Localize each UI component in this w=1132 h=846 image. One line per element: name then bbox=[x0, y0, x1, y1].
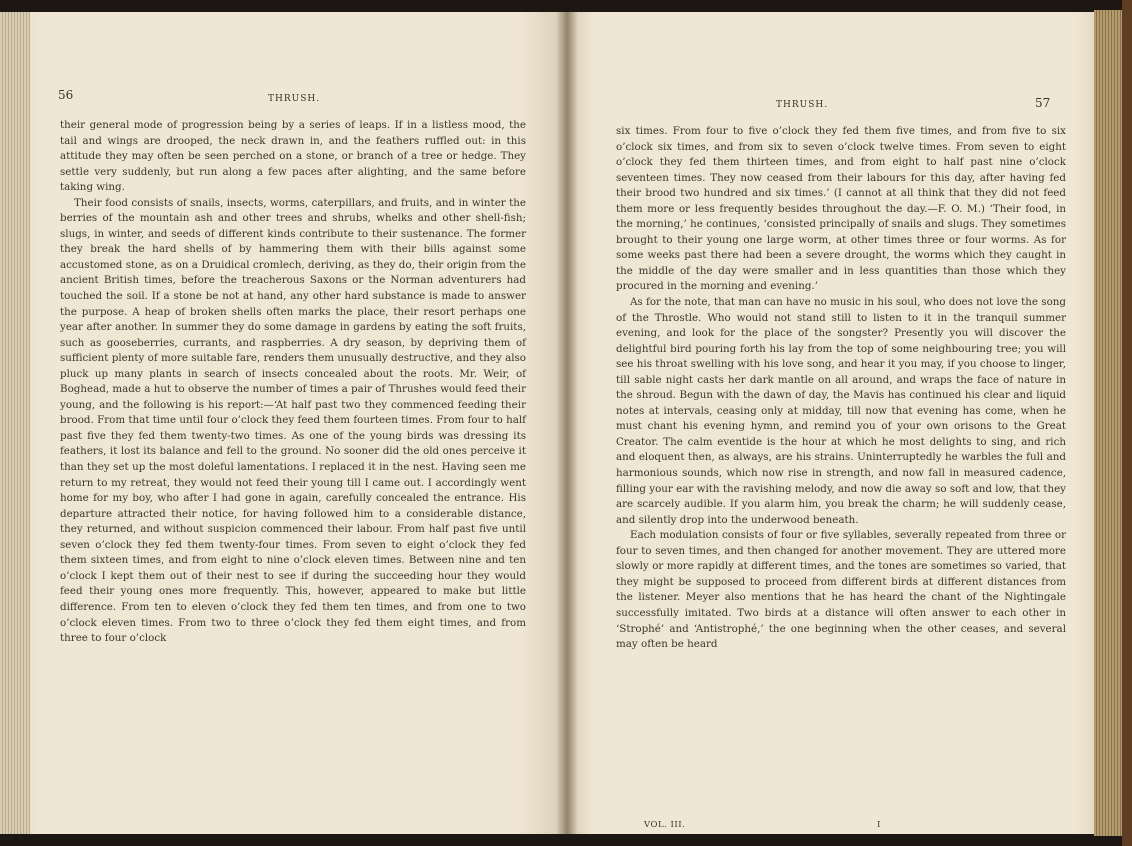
right-paragraph-2: As for the note, that man can have no music in his soul, who does not love the song of the Throstle. Who would not stand still to listen to it in the tranquil summer evening, and look for the place of the songster? Presently you will discover the delightful bird pouring forth his lay from the top of some neighbouring tree; you will see his throat swelling with his love song, and hear it you may, if you choose to linger, till sable night casts her dark mantle on all around, and wraps the face of nature in the shroud. Begun with the dawn of day, the Mavis has continued his clear and liquid notes at intervals, ceasing only at midday, till now that evening has come, when he must chant his evening hymn, and remind you of your own orisons to the Great Creator. The calm eventide is the hour at which he most delights to sing, and rich and eloquent then, as always, are his strains. Uninterruptedly he warbles the full and harmonious sounds, which now rise in strength, and now fall in measured cadence, filling your ear with the ravishing melody, and now die away so soft and low, that they are scarcely audible. If you alarm him, you break the charm; he will suddenly cease, and silently drop into the underwood beneath. bbox=[616, 296, 1066, 526]
gathering-signature: I bbox=[877, 820, 881, 830]
volume-signature: VOL. III. bbox=[644, 820, 686, 830]
right-page-body bbox=[616, 124, 1066, 653]
left-page-edges bbox=[0, 12, 30, 834]
right-page bbox=[566, 12, 1094, 834]
right-page-number: 57 bbox=[1035, 96, 1051, 110]
left-paragraph-2: Their food consists of snails, insects, worms, caterpillars, and fruits, and in winter the berries of the mountain ash and other trees and shrubs, whelks and other shell-fish; slugs, in winter, and seeds of different kinds contribute to their sustenance. The former they break the hard shells of by hammering them with their bills against some accustomed stone, as on a Druidical cromlech, deriving, as they do, their origin from the ancient British times, before the treacherous Saxons or the Norman adventurers had touched the soil. If a stone be not at hand, any other hard substance is made to answer the purpose. A heap of broken shells often marks the place, their resort perhaps one year after another. In summer they do some damage in gardens by eating the soft fruits, such as gooseberries, currants, and raspberries. A dry season, by depriving them of sufficient plenty of more suitable fare, renders them unusually destructive, and they also pluck up many plants in search of insects concealed about the roots. Mr. Weir, of Boghead, made a hut to observe the number of times a pair of Thrushes would feed their young, and the following is his report:—‘At half past two they commenced feeding their brood. From that time until four o’clock they feed them fourteen times. From four to half past five they fed them twenty-two times. As one of the young birds was dressing its feathers, it lost its balance and fell to the ground. No sooner did the old ones perceive it than they set up the most doleful lamentations. I replaced it in the nest. Having seen me return to my retreat, they would not feed their young till I came out. I accordingly went home for my boy, who after I had gone in again, carefully concealed the entrance. His departure attracted their notice, for having followed him to a considerable distance, they returned, and without suspicion commenced their labour. From half past five until seven o’clock they fed them twenty-four times. From seven to eight o’clock they fed them sixteen times, and from eight to nine o’clock eleven times. Between nine and ten o’clock I kept them out of their nest to see if during the succeeding hour they would feed their young ones more frequently. This, however, appeared to make but little difference. From ten to eleven o’clock they fed them ten times, and from one to two o’clock eleven times. From two to three o’clock they fed them eight times, and from three to four o’clock bbox=[60, 196, 526, 645]
right-paragraph-3: Each modulation consists of four or five syllables, severally repeated from three or four to seven times, and then changed for another movement. They are uttered more slowly or more rapidly at different times, and the tones are sometimes so varied, that they might be supposed to proceed from different birds at different distances from the listener. Meyer also mentions that he has heard the chant of the Nightingale successfully imitated. Two birds at a distance will often answer to each other in ‘Strophé’ and ‘Antistrophé,’ the one beginning when the other ceases, and several may often be heard bbox=[616, 529, 1066, 651]
book-gutter bbox=[556, 12, 578, 834]
left-page bbox=[0, 12, 566, 834]
right-running-head: THRUSH. bbox=[776, 100, 829, 110]
left-running-head: THRUSH. bbox=[268, 94, 321, 104]
left-page-number: 56 bbox=[58, 88, 74, 102]
right-paragraph-1: six times. From four to five o’clock they fed them five times, and from five to six o’clock six times, and from six to seven o’clock twelve times. From seven to eight o’clock they fed them thirteen times, and from eight to half past nine o’clock seventeen times. They now ceased from their labours for this day, after having fed their brood two hundred and six times.’ (I cannot at all think that they did not feed them more or less frequently besides throughout the day.—F. O. M.) ‘Their food, in the morning,’ he continues, ‘consisted principally of snails and slugs. They sometimes brought to their young one large worm, at other times three or four worms. As for some weeks past there had been a severe drought, the worms which they caught in the middle of the day were smaller and in less quantities than those which they procured in the morning and evening.’ bbox=[616, 125, 1066, 293]
left-page-body bbox=[60, 118, 526, 647]
book-cover-edge bbox=[1122, 0, 1132, 846]
left-paragraph-1: their general mode of progression being by a series of leaps. If in a listless mood, the tail and wings are drooped, the neck drawn in, and the feathers ruffled out: in this attitude they may often be seen perched on a stone, or branch of a tree or hedge. They settle very suddenly, but run along a few paces after alighting, and the same before taking wing. bbox=[60, 119, 526, 194]
